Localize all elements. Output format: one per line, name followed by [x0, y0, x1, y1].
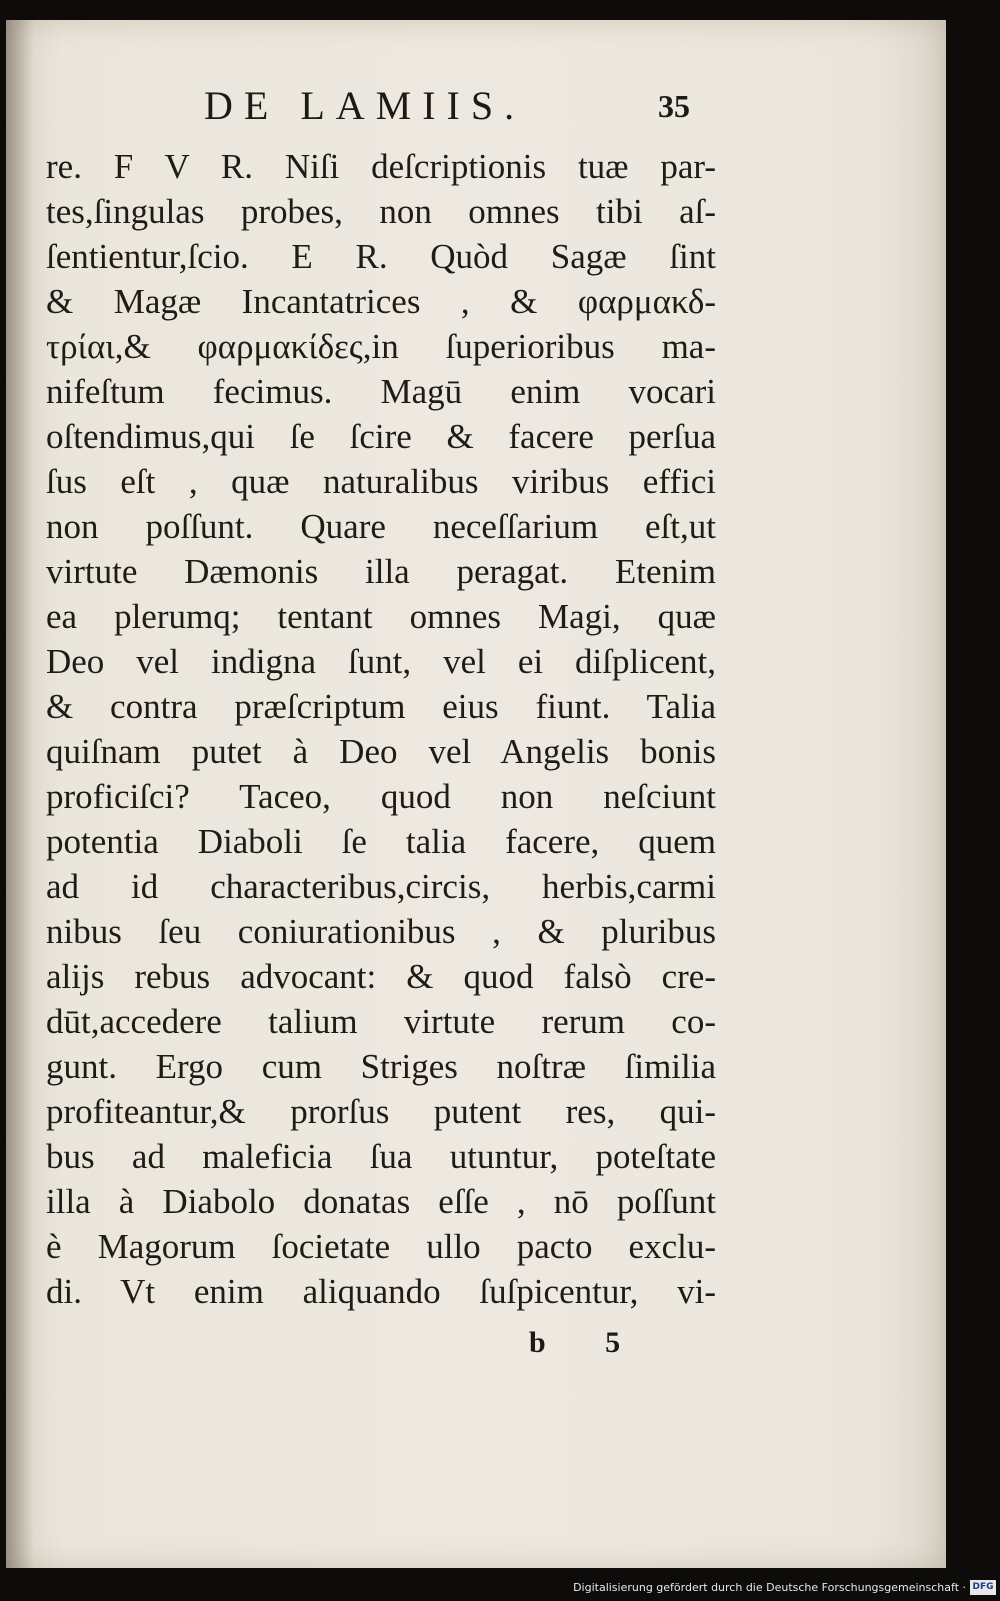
book-page [6, 20, 946, 1568]
text-line: di. Vt enim aliquando ſuſpicentur, vi- [46, 1272, 716, 1311]
text-line: & Magæ Incantatrices , & φαρμακδ- [46, 282, 716, 321]
text-line: proficiſci? Taceo, quod non neſciunt [46, 777, 716, 816]
text-line: ſus eſt , quæ naturalibus viribus effici [46, 462, 716, 501]
text-line: nifeſtum fecimus. Magū enim vocari [46, 372, 716, 411]
text-line: oſtendimus,qui ſe ſcire & facere perſua [46, 417, 716, 456]
text-line: tes,ſingulas probes, non omnes tibi aſ- [46, 192, 716, 231]
text-line: illa à Diabolo donatas eſſe , nō poſſunt [46, 1182, 716, 1221]
text-line: quiſnam putet à Deo vel Angelis bonis [46, 732, 716, 771]
funding-credit: Digitalisierung gefördert durch die Deutsche Forschungsgemeinschaft · [573, 1581, 966, 1594]
text-line: virtute Dæmonis illa peragat. Etenim [46, 552, 716, 591]
dfg-logo-icon: DFG [970, 1580, 996, 1595]
text-line: & contra præſcriptum eius fiunt. Talia [46, 687, 716, 726]
text-line: ſentientur,ſcio. E R. Quòd Sagæ ſint [46, 237, 716, 276]
text-line: τρίαι,& φαρμακίδες,in ſuperioribus ma- [46, 327, 716, 366]
running-head [6, 82, 946, 142]
body-text [46, 144, 716, 1314]
page-number: 35 [658, 88, 690, 124]
text-line: dūt,accedere talium virtute rerum co- [46, 1002, 716, 1041]
text-line: alijs rebus advocant: & quod falsò cre- [46, 957, 716, 996]
text-line: gunt. Ergo cum Striges noſtræ ſimilia [46, 1047, 716, 1086]
text-line: Deo vel indigna ſunt, vel ei diſplicent, [46, 642, 716, 681]
running-head-title: DE LAMIIS. [204, 83, 526, 128]
text-line: non poſſunt. Quare neceſſarium eſt,ut [46, 507, 716, 546]
text-line: profiteantur,& prorſus putent res, qui- [46, 1092, 716, 1131]
signature-mark: b 5 [529, 1326, 647, 1359]
text-line: nibus ſeu coniurationibus , & pluribus [46, 912, 716, 951]
text-line: è Magorum ſocietate ullo pacto exclu- [46, 1227, 716, 1266]
text-line: re. F V R. Niſi deſcriptionis tuæ par- [46, 147, 716, 186]
footer-bar [0, 1577, 1000, 1601]
text-line: ea plerumq; tentant omnes Magi, quæ [46, 597, 716, 636]
gutter-shadow [6, 20, 34, 1568]
text-line: bus ad maleficia ſua utuntur, poteſtate [46, 1137, 716, 1176]
text-line: ad id characteribus,circis, herbis,carmi [46, 867, 716, 906]
text-line: potentia Diaboli ſe talia facere, quem [46, 822, 716, 861]
